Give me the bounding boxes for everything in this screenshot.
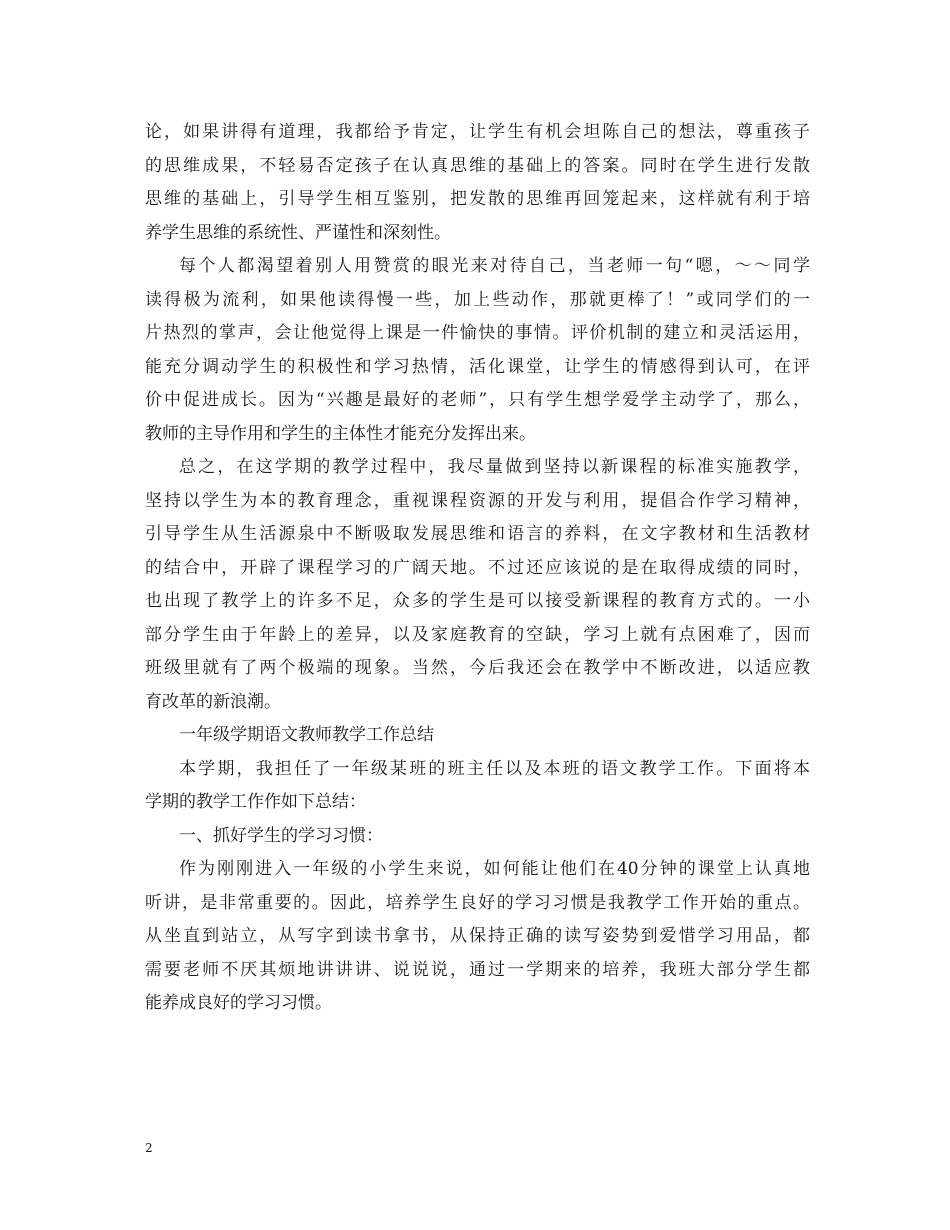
- text-line: 班级里就有了两个极端的现象。当然，今后我还会在教学中不断改进，以适应教: [145, 658, 810, 678]
- paragraph-first-line: 每个人都渴望着别人用赞赏的眼光来对待自己，当老师一句“嗯，～～同学: [179, 256, 810, 276]
- subsection-heading: 一、抓好学生的学习习惯：: [179, 825, 383, 846]
- text-line: 养学生思维的系统性、严谨性和深刻性。: [145, 222, 451, 243]
- text-line: 学期的教学工作作如下总结：: [145, 792, 366, 812]
- text-line: 从坐直到站立，从写字到读书拿书，从保持正确的读写姿势到爱惜学习用品，都: [145, 926, 810, 946]
- text-line: 引导学生从生活源泉中不断吸取发展思维和语言的养料，在文字教材和生活教材: [145, 524, 810, 544]
- paragraph-first-line: 总之，在这学期的教学过程中，我尽量做到坚持以新课程的标准实施教学，: [179, 457, 810, 477]
- section-heading: 一年级学期语文教师教学工作总结: [179, 725, 434, 745]
- text-line: 需要老师不厌其烦地讲讲讲、说说说，通过一学期来的培养，我班大部分学生都: [145, 959, 810, 980]
- text-line: 片热烈的掌声，会让他觉得上课是一件愉快的事情。评价机制的建立和灵活运用，: [145, 323, 810, 343]
- text-line: 能充分调动学生的积极性和学习热情，活化课堂，让学生的情感得到认可，在评: [145, 356, 810, 377]
- text-line: 育改革的新浪潮。: [145, 691, 281, 712]
- paragraph-first-line: 作为刚刚进入一年级的小学生来说，如何能让他们在40分钟的课堂上认真地: [179, 859, 810, 879]
- page-number: 2: [145, 1141, 153, 1155]
- text-line: 听讲，是非常重要的。因此，培养学生良好的学习习惯是我教学工作开始的重点。: [145, 892, 810, 913]
- text-line: 部分学生由于年龄上的差异，以及家庭教育的空缺，学习上就有点困难了，因而: [145, 624, 810, 645]
- text-line: 的结合中，开辟了课程学习的广阔天地。不过还应该说的是在取得成绩的同时，: [145, 557, 810, 578]
- text-line: 坚持以学生为本的教育理念，重视课程资源的开发与利用，提倡合作学习精神，: [145, 490, 810, 511]
- document-body: [145, 116, 810, 1021]
- text-line: 思维的基础上，引导学生相互鉴别，把发散的思维再回笼起来，这样就有利于培: [145, 189, 810, 209]
- text-line: 的思维成果，不轻易否定孩子在认真思维的基础上的答案。同时在学生进行发散: [145, 155, 810, 176]
- text-line: 论，如果讲得有道理，我都给予肯定，让学生有机会坦陈自己的想法，尊重孩子: [145, 122, 810, 142]
- text-line: 也出现了教学上的许多不足，众多的学生是可以接受新课程的教育方式的。一小: [145, 591, 810, 611]
- text-line: 能养成良好的学习习惯。: [145, 993, 332, 1013]
- text-line: 价中促进成长。因为“兴趣是最好的老师”，只有学生想学爱学主动学了，那么，: [145, 390, 810, 410]
- text-line: 教师的主导作用和学生的主体性才能充分发挥出来。: [145, 423, 536, 444]
- paragraph-first-line: 本学期，我担任了一年级某班的班主任以及本班的语文教学工作。下面将本: [179, 758, 810, 779]
- text-line: 读得极为流利，如果他读得慢一些，加上些动作，那就更棒了！”或同学们的一: [145, 289, 810, 310]
